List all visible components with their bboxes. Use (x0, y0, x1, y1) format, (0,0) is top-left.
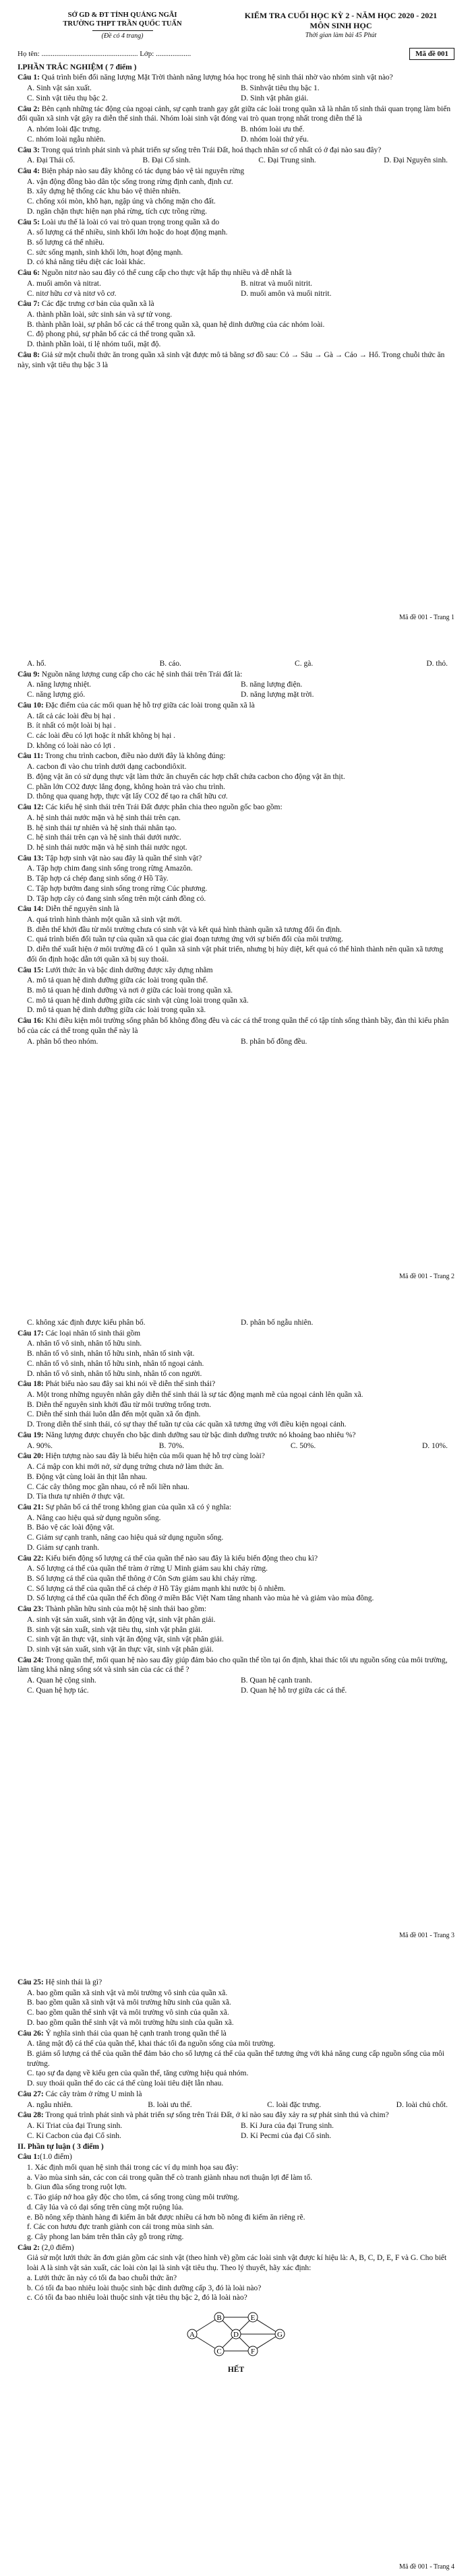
answer-option: A. quá trình hình thành một quần xã sinh vật mới. (27, 915, 182, 924)
answer-options-row (18, 1318, 454, 1328)
answer-option: b. Giun đũa sống trong ruột lợn. (27, 2183, 127, 2192)
answer-option: A. Cá mập con khi mới nở, sử dụng trứng chưa nở làm thức ăn. (27, 1463, 224, 1472)
question-text: Câu 16: Khi điều kiện môi trường sống phân bố không đồng đều và các cá thể trong quần thể có tập tính sống thành bầy, đàn thì kiểu phân bố của các cá thể trong quần thể này là (18, 1017, 449, 1035)
end-mark: HẾT (227, 2366, 245, 2374)
question-text: Câu 22: Kiểu biến động số lượng cá thể của quần thể nào sau đây là kiểu biến động theo chu kì? (18, 1554, 318, 1563)
question-text: Câu 19: Năng lượng được chuyển cho bậc dinh dưỡng sau từ bậc dinh dưỡng trước nó khoảng bao nhiêu %? (18, 1431, 356, 1439)
answer-options-row (18, 690, 454, 700)
answer-option: B. Tập hợp cá chép đang sinh sống ở Hồ Tây. (27, 875, 169, 883)
question-text: Câu 2: (2,0 điểm) (18, 2243, 74, 2252)
question-text: Câu 15: Lưới thức ăn và bậc dinh dưỡng được xây dựng nhằm (18, 966, 213, 974)
answer-option: C. các loài đều có lợi hoặc ít nhất không bị hại . (27, 732, 176, 741)
answer-option: A. mô tả quan hệ dinh dưỡng giữa các loài trong quần thể. (27, 976, 208, 985)
answer-option: C. Kỉ Cacbon của đại Cổ sinh. (27, 2131, 121, 2140)
answer-option: C. sinh vật ăn thực vật, sinh vật ăn động vật, sinh vật phân giải. (27, 1635, 224, 1644)
answer-option: C. quá trình biến đổi tuần tự của quần xã qua các giai đoạn tương ứng với sự biến đổi của môi trường. (27, 935, 344, 944)
question-list (18, 1978, 454, 2303)
page-footer: Mã đề 001 - Trang 2 (399, 1273, 454, 1281)
answer-option: D. phân bố ngẫu nhiên. (241, 1319, 314, 1327)
answer-option: C. độ phong phú, sự phân bố các cá thể trong quần xã. (27, 330, 196, 339)
answer-option: C. nhân tố vô sinh, nhân tố hữu sinh, nhân tố ngoại cảnh. (27, 1359, 204, 1368)
answer-option: C. nhóm loài ngẫu nhiên. (27, 135, 106, 144)
food-web-node-label: D (233, 2331, 239, 2339)
answer-option: B. Đại Cổ sinh. (142, 156, 191, 165)
answer-options-row (18, 680, 454, 690)
food-web-svg (179, 2307, 293, 2361)
question-text: Câu 20: Hiện tượng nào sau đây là biểu hiện của mối quan hệ hỗ trợ cùng loài? (18, 1452, 265, 1461)
answer-options-row (18, 1676, 454, 1686)
answer-option: B. loài ưu thế. (148, 2100, 192, 2109)
answer-option: B. ít nhất có một loài bị hại . (27, 722, 116, 730)
answer-option: B. nhân tố vô sinh, nhân tố hữu sinh, nhân tố sinh vật. (27, 1350, 195, 1358)
answer-options-row (18, 135, 454, 145)
answer-option: A. Quan hệ cộng sinh. (27, 1676, 96, 1685)
answer-option: B. năng lượng điện. (241, 681, 303, 689)
question-text: Câu 6: Nguồn nitơ nào sau đây có thể cung cấp cho thực vật hấp thụ nhiều và dễ nhất là (18, 269, 292, 278)
page-footer: Mã đề 001 - Trang 3 (399, 1932, 454, 1940)
question-text: Câu 1: Quá trình biến đổi năng lượng Mặt Trời thành năng lượng hóa học trong hệ sinh thái nhờ vào nhóm sinh vật nào? (18, 73, 393, 82)
answer-option: A. cacbon đi vào chu trình dưới dạng cacbondiôxit. (27, 763, 187, 772)
answer-option: C. chống xói mòn, khô hạn, ngập úng và chống mặn cho đất. (27, 197, 216, 206)
answer-option: D. suy thoái quần thể do các cá thể cùng loài tiêu diệt lẫn nhau. (27, 2079, 224, 2088)
answer-option: C. Tập hợp bướm đang sinh sống trong rừng Cúc phương. (27, 884, 208, 893)
answer-option: D. Giảm sự cạnh tranh. (27, 1543, 100, 1552)
answer-option: A. thành phần loài, sức sinh sản và sự tử vong. (27, 311, 173, 319)
answer-options-row (18, 125, 454, 135)
answer-option: C. Diễn thế sinh thái luôn dẫn đến một quần xã ổn định. (27, 1410, 201, 1419)
answer-option: B. phân bố đồng đều. (241, 1037, 307, 1046)
department-name: SỞ GD & ĐT TỈNH QUẢNG NGÃI (67, 11, 177, 19)
answer-option: D. Tập hợp cây cỏ đang sinh sống trên một cánh đồng cỏ. (27, 894, 206, 903)
answer-option: C. tạo sự đa dạng về kiểu gen của quần thể, tăng cường hiệu quả nhóm. (27, 2069, 249, 2078)
name-class-line: Họ tên: .................................................... Lớp: ................... (18, 49, 191, 58)
answer-option: B. nitrat và muối nitrit. (241, 279, 313, 288)
answer-option: A. Số lượng cá thể của quần thể tràm ở rừng U Minh giảm sau khi cháy rừng. (27, 1565, 268, 1573)
answer-option: B. thành phần loài, sự phân bố các cá thể trong quần xã, quan hệ dinh dưỡng của các nhóm loài. (27, 320, 325, 329)
answer-option: A. Một trong những nguyên nhân gây diễn thế sinh thái là sự tác động mạnh mẽ của ngoại cảnh lên quần xã. (27, 1391, 363, 1400)
answer-option: B. bao gồm quần xã sinh vật và môi trường hữu sinh của quần xã. (27, 1999, 231, 2007)
answer-option: C. Sinh vật tiêu thụ bậc 2. (27, 94, 108, 102)
question-text: Câu 21: Sự phân bố cá thể trong không gian của quần xã có ý nghĩa: (18, 1503, 231, 1511)
question-text: Câu 3: Trong quá trình phát sinh và phát triển sự sống trên Trái Đất, hoá thạch nhân sơ cổ nhất có ở đại nào sau đây? (18, 146, 382, 154)
answer-option: B. nhóm loài ưu thế. (241, 125, 305, 134)
question-text: Câu 18: Phát biểu nào sau đây sai khi nói về diễn thế sinh thái? (18, 1380, 216, 1389)
answer-option: C. mô tả quan hệ dinh dưỡng giữa các sinh vật cùng loài trong quần xã. (27, 996, 249, 1005)
answer-option: A. hổ. (27, 660, 47, 668)
answer-option: B. cáo. (159, 660, 181, 668)
answer-option: e. Bồ nông xếp thành hàng đi kiếm ăn bắt được nhiều cá hơn bồ nông đi kiếm ăn riêng rẽ. (27, 2213, 305, 2222)
answer-option: Giả sử một lưới thức ăn đơn giản gồm các sinh vật (theo hình vẽ) gồm các loài sinh vật được kí hiệu là: A, B, C, D, E, F và G. Cho biết loài A là sinh vật sản xuất, các loài còn lại là sinh vật tiêu thụ. Theo lý thuyết, hãy xác định: (27, 2254, 447, 2273)
answer-option: b. Có tối đa bao nhiêu loài thuộc sinh bậc dinh dưỡng cấp 3, đó là loài nào? (27, 2284, 262, 2292)
answer-option: D. sinh vật sản xuất, sinh vật ăn thực vật, sinh vật phân giải. (27, 1645, 214, 1654)
answer-option: D. thành phần loài, tỉ lệ nhóm tuổi, mật độ. (27, 340, 161, 349)
answer-option: d. Cây lúa và cỏ dại sống trên cùng một ruộng lúa. (27, 2203, 184, 2211)
answer-option: D. ngăn chặn thực hiện nạn phá rừng, tích cực trồng rừng. (27, 207, 207, 216)
answer-option: C. hệ sinh thái trên cạn và hệ sinh thái dưới nước. (27, 834, 181, 842)
answer-option: C. Giảm sự cạnh tranh, nâng cao hiệu quả sử dụng nguồn sống. (27, 1534, 224, 1542)
answer-option: D. 10%. (421, 1441, 448, 1450)
answer-options-row (18, 84, 454, 94)
answer-option: C. Số lượng cá thể của quần thể cá chép ở Hồ Tây giảm mạnh khi nước bị ô nhiễm. (27, 1584, 286, 1593)
answer-option: D. diễn thế xuất hiện ở môi trường đã có 1 quần xã sinh vật phát triển, nhưng bị hủy diệt, kết quả có thể hình thành nên quần xã tương đối ổn định hoặc dẫn tới quần xã bị suy thoái. (27, 945, 444, 964)
student-id-line (18, 48, 454, 60)
answer-option: A. nhóm loài đặc trưng. (27, 125, 101, 134)
answer-option: A. muối amôn và nitrat. (27, 279, 101, 288)
question-text: Câu 23: Thành phần hữu sinh của một hệ sinh thái bao gồm: (18, 1605, 207, 1614)
answer-option: A. vận động đồng bào dân tộc sống trong rừng định canh, định cư. (27, 177, 233, 186)
answer-option: A. ngẫu nhiên. (27, 2100, 73, 2109)
answer-option: D. thỏ. (426, 660, 448, 668)
answer-option: A. tăng mật độ cá thể của quần thể, khai thác tối đa nguồn sống của môi trường. (27, 2040, 276, 2048)
answer-option: A. Tập hợp chim đang sinh sống trong rừng Amazôn. (27, 865, 193, 873)
question-text: Câu 1:(1.0 điểm) (18, 2153, 72, 2162)
answer-option: B. Động vật cùng loài ăn thịt lẫn nhau. (27, 1472, 148, 1481)
question-text: Câu 25: Hệ sinh thái là gì? (18, 1978, 102, 1986)
answer-option: C. bao gồm quần thể sinh vật và môi trường vô sinh của quần xã. (27, 2009, 229, 2017)
answer-option: A. Nâng cao hiệu quả sử dụng nguồn sống. (27, 1513, 161, 1522)
answer-option: A. Đại Thái cổ. (27, 156, 76, 165)
exam-page-3 (0, 1318, 472, 1945)
answer-option: A. số lượng cá thể nhiều, sinh khối lớn hoặc do hoạt động mạnh. (27, 228, 228, 237)
answer-option: B. Số lượng cá thể của quần thể thông ở Côn Sơn giảm sau khi cháy rừng. (27, 1574, 258, 1583)
answer-option: B. số lượng cá thể nhiều. (27, 238, 105, 247)
answer-option: D. Đại Nguyên sinh. (384, 156, 448, 165)
answer-option: C. loài đặc trưng. (267, 2100, 322, 2109)
answer-options-row (18, 289, 454, 299)
answer-option: f. Các con hươu đực tranh giành con cái trong mùa sinh sản. (27, 2223, 214, 2232)
answer-option: B. Quan hệ cạnh tranh. (241, 1676, 313, 1685)
header-rule (92, 30, 153, 31)
question-text: Câu 10: Đặc điểm của các mối quan hệ hỗ trợ giữa các loài trong quần xã là (18, 701, 255, 710)
answer-option: A. hệ sinh thái nước mặn và hệ sinh thái trên cạn. (27, 813, 181, 822)
answer-option: A. Sinh vật sản xuất. (27, 84, 92, 93)
section-title: I.PHẦN TRẮC NGHIỆM ( 7 điểm ) (18, 63, 137, 71)
question-text: Câu 7: Các đặc trưng cơ bản của quần xã là (18, 300, 154, 309)
answer-options-row (18, 2131, 454, 2141)
answer-option: B. mô tả quan hệ dinh dưỡng và nơi ở giữa các loài trong quần xã. (27, 986, 233, 995)
answer-option: c. Có tối đa bao nhiêu loài thuộc sinh vật tiêu thụ bậc 2, đó là loài nào? (27, 2294, 247, 2302)
answer-option: B. diễn thế khởi đầu từ môi trường chưa có sinh vật và kết quả hình thành quần xã tương đối ổn định. (27, 925, 342, 934)
answer-option: C. 50%. (290, 1441, 316, 1450)
answer-option: B. hệ sinh thái tự nhiên và hệ sinh thái nhân tạo. (27, 823, 177, 832)
food-web-diagram (18, 2307, 454, 2361)
answer-option: B. động vật ăn cỏ sử dụng thực vật làm thức ăn chuyển các hợp chất chứa cacbon cho động vật ăn thịt. (27, 772, 345, 781)
answer-option: A. tất cả các loài đều bị hại . (27, 712, 115, 720)
answer-options-row (18, 1037, 454, 1047)
exam-page-4 (0, 1978, 472, 2576)
question-list (18, 73, 454, 370)
question-text: Câu 26: Ý nghĩa sinh thái của quan hệ cạnh tranh trong quần thể là (18, 2029, 227, 2038)
question-text: Câu 8: Giả sử một chuỗi thức ăn trong quần xã sinh vật được mô tả bằng sơ đồ sau: Cỏ → Sâu → Gà → Cáo → Hổ. Trong chuỗi thức ăn này, sinh vật tiêu thụ bậc 3 là (18, 350, 445, 369)
question-text: Câu 9: Nguồn năng lượng cung cấp cho các hệ sinh thái trên Trái đất là: (18, 670, 243, 679)
subject-name: MÔN SINH HỌC (309, 21, 372, 31)
answer-option: D. hệ sinh thái nước mặn và hệ sinh thái nước ngọt. (27, 843, 187, 852)
exam-page-2 (0, 659, 472, 1286)
answer-option: B. sinh vật sản xuất, sinh vật tiêu thụ, sinh vật phân giải. (27, 1625, 202, 1634)
answer-option: D. Sinh vật phân giải. (241, 94, 309, 102)
question-text: Câu 14: Diễn thế nguyên sinh là (18, 905, 119, 914)
food-web-node-label: A (189, 2331, 195, 2339)
exam-code-box: Mã đề 001 (409, 48, 454, 60)
answer-options-row (18, 279, 454, 289)
answer-option: B. Bảo vệ các loài động vật. (27, 1523, 115, 1532)
question-text: Câu 27: Các cây tràm ở rừng U minh là (18, 2090, 142, 2098)
question-list (18, 1318, 454, 1696)
answer-option: B. giảm số lượng cá thể của quần thể đảm bảo cho số lượng cá thể của quần thể tương ứng với khả năng cung cấp nguồn sống của môi trường. (27, 2050, 444, 2068)
time-limit: Thời gian làm bài 45 Phút (305, 31, 377, 39)
answer-options-row (18, 156, 454, 166)
answer-option: C. sức sống mạnh, sinh khối lớn, hoạt động mạnh. (27, 248, 183, 257)
answer-option: A. phân bố theo nhóm. (27, 1037, 98, 1046)
answer-option: C. năng lượng gió. (27, 691, 86, 699)
page-count-note: (Đề có 4 trang) (101, 32, 144, 40)
answer-option: D. Kỉ Pecmi của đại Cổ sinh. (241, 2131, 332, 2140)
answer-option: C. nitơ hữu cơ và nitơ vô cơ. (27, 289, 117, 298)
exam-header (18, 11, 454, 41)
question-text: Câu 11: Trong chu trình cacbon, điều nào dưới đây là không đúng: (18, 752, 226, 761)
answer-option: D. mô tả quan hệ dinh dưỡng giữa các loài trong quần xã. (27, 1006, 206, 1015)
answer-option: A. nhân tố vô sinh, nhân tố hữu sinh. (27, 1340, 142, 1348)
exam-title-block (227, 11, 454, 41)
answer-option: a. Vào mùa sinh sản, các con cái trong quần thể cò tranh giành nhau nơi thuận lợi để làm tổ. (27, 2173, 312, 2182)
answer-option: A. 90%. (27, 1441, 53, 1450)
answer-options-row (18, 659, 454, 669)
answer-option: D. nhóm loài thứ yếu. (241, 135, 309, 144)
answer-options-row (18, 2100, 454, 2110)
answer-option: D. loài chủ chốt. (396, 2100, 448, 2109)
food-web-node-label: B (216, 2314, 222, 2322)
question-list (18, 659, 454, 1046)
food-web-node-label: E (250, 2314, 256, 2322)
answer-option: D. Tỉa thưa tự nhiên ở thực vật. (27, 1493, 125, 1501)
answer-options-row (18, 1441, 454, 1451)
question-text: Câu 5: Loài ưu thế là loài có vai trò quan trọng trong quần xã do (18, 218, 220, 226)
answer-option: 1. Xác định mối quan hệ sinh thái trong các ví dụ minh họa sau đây: (27, 2163, 239, 2172)
answer-option: A. bao gồm quần xã sinh vật và môi trường vô sinh của quần xã. (27, 1988, 228, 1997)
exam-page-1 (0, 0, 472, 627)
answer-option: B. Kỉ Jura của đại Trung sinh. (241, 2122, 334, 2131)
question-text: Câu 12: Các kiểu hệ sinh thái trên Trái Đất được phân chia theo nguồn gốc bao gồm: (18, 803, 283, 812)
food-web-node-label: F (250, 2348, 256, 2356)
answer-option: C. gà. (295, 660, 314, 668)
question-text: Câu 28: Trong quá trình phát sinh và phát triển sự sống trên Trái Đất, ở kỉ nào sau đây xảy ra sự phát sinh thú và chim? (18, 2111, 389, 2120)
question-text: Câu 13: Tập hợp sinh vật nào sau đây là quần thể sinh vật? (18, 854, 202, 862)
answer-option: D. muối amôn và muối nitrit. (241, 289, 332, 298)
answer-option: D. bao gồm quần thể sinh vật và môi trường hữu sinh của quần xã. (27, 2018, 234, 2027)
food-web-node-label: C (216, 2348, 222, 2356)
exam-title: KIỂM TRA CUỐI HỌC KỲ 2 - NĂM HỌC 2020 - 2021 (244, 11, 438, 20)
answer-option: C. Đại Trung sinh. (258, 156, 316, 165)
answer-option: C. phần lớn CO2 được lắng đọng, không hoàn trả vào chu trình. (27, 782, 226, 791)
answer-option: C. Quan hệ hợp tác. (27, 1686, 89, 1695)
question-text: Câu 4: Biện pháp nào sau đây không có tác dụng bảo vệ tài nguyên rừng (18, 166, 245, 175)
answer-option: D. không có loài nào có lợi . (27, 741, 115, 750)
answer-option: B. Diễn thế nguyên sinh khởi đầu từ môi trường trống trơn. (27, 1400, 212, 1409)
answer-option: B. 70%. (158, 1441, 185, 1450)
school-name: TRƯỜNG THPT TRẦN QUỐC TUẤN (63, 20, 182, 28)
answer-option: D. năng lượng mặt trời. (241, 691, 314, 699)
answer-option: D. Số lượng cá thể của quần thể ếch đồng ở miền Bắc Việt Nam tăng nhanh vào mùa hè và giảm vào mùa đông. (27, 1594, 374, 1603)
answer-option: B. Sinhvật tiêu thụ bậc 1. (241, 84, 320, 93)
answer-option: D. có khả năng tiêu diệt các loài khác. (27, 258, 146, 267)
answer-option: D. Trong diễn thế sinh thái, có sự thay thế tuần tự của các quần xã tương ứng với điều kiện ngoại cảnh. (27, 1420, 347, 1429)
food-web-node-label: G (277, 2331, 283, 2339)
answer-options-row (18, 2121, 454, 2131)
school-block (18, 11, 227, 41)
answer-option: a. Lưới thức ăn này có tối đa bao chuỗi thức ăn? (27, 2273, 177, 2282)
answer-option: B. xây dựng hệ thống các khu bảo vệ thiên nhiên. (27, 187, 181, 196)
page-footer: Mã đề 001 - Trang 4 (399, 2563, 454, 2571)
answer-options-row (18, 94, 454, 104)
answer-option: A. sinh vật sản xuất, sinh vật ăn động vật, sinh vật phân giải. (27, 1615, 216, 1624)
question-text: Câu 24: Trong quần thể, mối quan hệ nào sau đây giúp đảm bảo cho quần thể tồn tại ổn định, khai thác tối ưu nguồn sống của môi trường, làm tăng khả năng sống sót và sinh sản của các cá thể ? (18, 1656, 448, 1674)
answer-option: c. Tảo giáp nở hoa gây độc cho tôm, cá sống trong cùng môi trường. (27, 2193, 239, 2202)
question-text: Câu 17: Các loại nhân tố sinh thái gồm (18, 1329, 141, 1338)
answer-option: D. thông qua quang hợp, thực vật lấy CO2 để tạo ra chất hữu cơ. (27, 792, 228, 801)
answer-option: C. Các cây thông mọc gần nhau, có rễ nối liền nhau. (27, 1482, 189, 1491)
answer-option: D. nhân tố vô sinh, nhân tố hữu sinh, nhân tố con người. (27, 1369, 202, 1378)
answer-option: C. không xác định được kiểu phân bố. (27, 1319, 146, 1327)
answer-options-row (18, 1686, 454, 1696)
question-text: Câu 2: Bên cạnh những tác động của ngoại cảnh, sự cạnh tranh gay gắt giữa các loài trong quần xã là nhân tố sinh thái quan trọng làm biến đổi quần xã sinh vật gây ra diễn thế sinh thái. Nhóm loài sinh vật đóng vai trò quan trọng nhất trong diễn thế là (18, 104, 451, 123)
answer-option: A. năng lượng nhiệt. (27, 681, 92, 689)
answer-option: A. Kỉ Triat của đại Trung sinh. (27, 2122, 123, 2131)
question-text: II. Phần tự luận ( 3 điểm ) (18, 2142, 104, 2151)
answer-option: D. Quan hệ hỗ trợ giữa các cá thể. (241, 1686, 347, 1695)
page-footer: Mã đề 001 - Trang 1 (399, 614, 454, 622)
answer-option: g. Cây phong lan bám trên thân cây gỗ trong rừng. (27, 2232, 184, 2241)
